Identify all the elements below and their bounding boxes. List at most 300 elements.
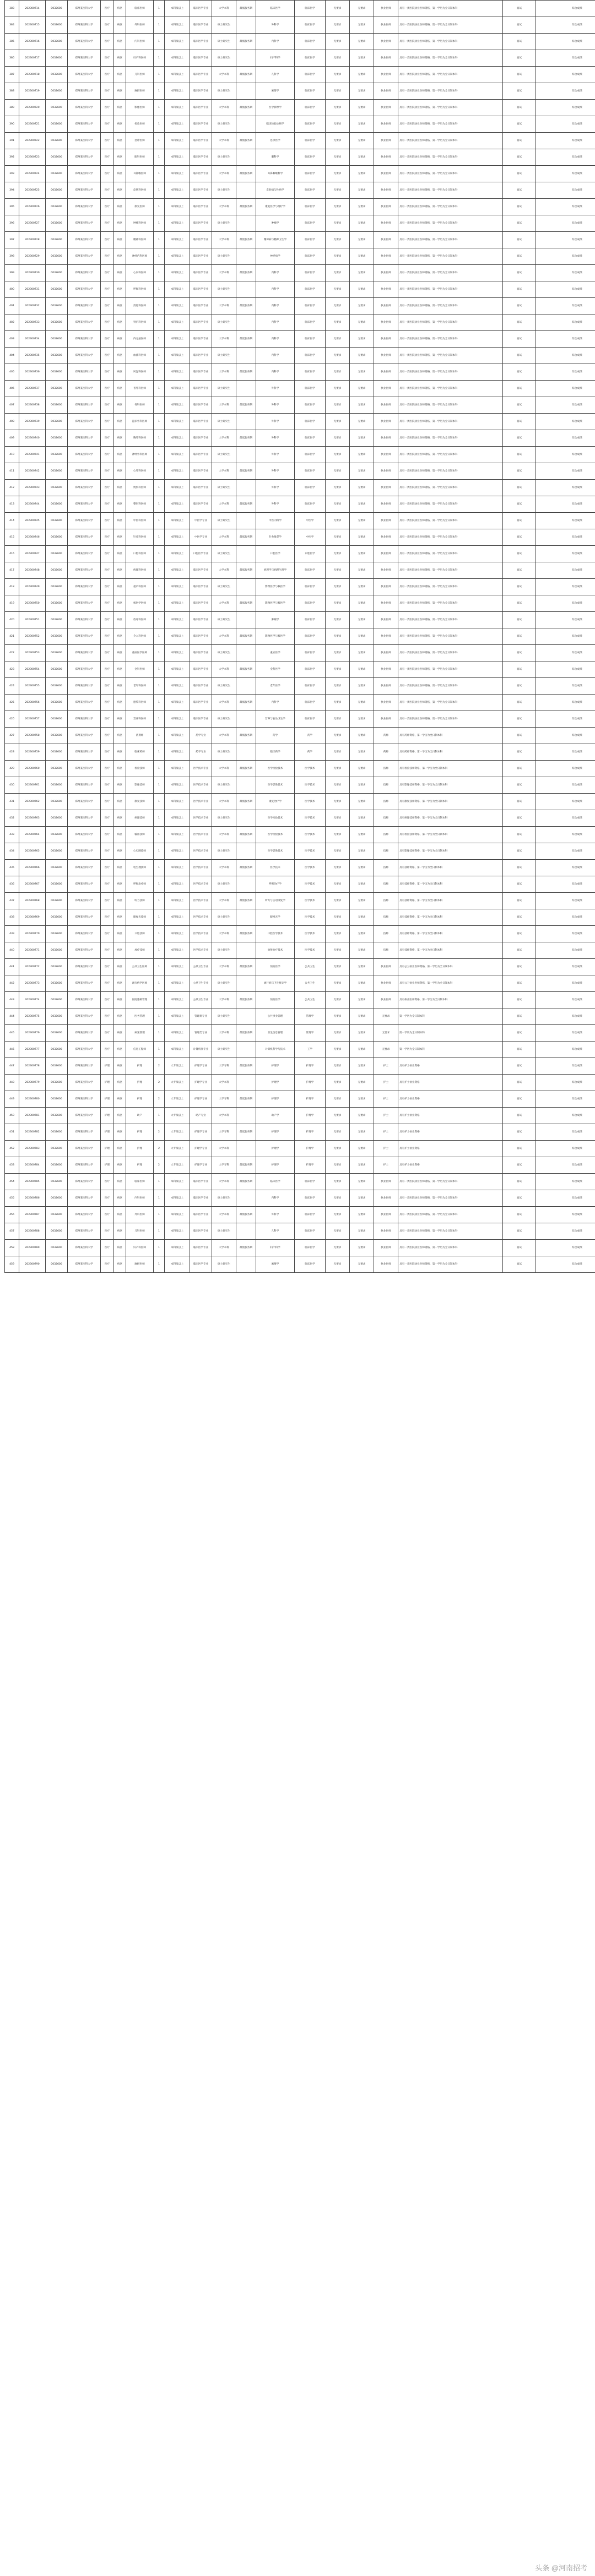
table-cell: 临床医学专业 (190, 678, 212, 695)
table-cell: 无要求 (326, 975, 350, 992)
table-cell: 医学技术专业 (190, 761, 212, 777)
table-cell: 病区 (114, 1025, 126, 1042)
table-cell: 最低服务期 (236, 628, 256, 645)
table-row (5, 1042, 595, 1058)
table-cell: 郑州某医科大学 (68, 777, 101, 794)
table-cell: 437 (5, 893, 19, 909)
table-cell: 本科及以上 (165, 281, 190, 298)
table-cell: 本科及以上 (165, 100, 190, 116)
table-cell: 病区 (114, 562, 126, 579)
table-cell: 硕士研究生 (212, 1223, 236, 1240)
table-cell: 本科及以上 (165, 777, 190, 794)
table-cell: 456 (5, 1207, 19, 1223)
table-cell (236, 83, 256, 100)
table-row (5, 1240, 595, 1256)
table-cell: 410 (5, 447, 19, 463)
table-cell: 421 (5, 628, 19, 645)
table-cell: 第一学历为全日制本科 (398, 1008, 503, 1025)
table-cell: 具有一类医院执业医师资格，第一学历为全日制本科 (398, 463, 503, 480)
table-cell: 病区 (114, 1091, 126, 1108)
table-cell: 综合成绩 (536, 695, 595, 711)
table-cell: 硕士研究生 (212, 116, 236, 133)
table-cell: 影像医学与核医学 (256, 595, 295, 612)
table-cell: 管理类专业 (190, 1008, 212, 1025)
table-cell: 病区 (114, 645, 126, 661)
table-cell: 郑州某医科大学 (68, 100, 101, 116)
table-cell: 郑州某医科大学 (68, 1141, 101, 1157)
table-cell: 郑州某医科大学 (68, 17, 101, 34)
table-cell: 综合成绩 (536, 728, 595, 744)
table-cell: 最低服务期 (236, 166, 256, 182)
table-cell: 综合成绩 (536, 1207, 595, 1223)
table-cell: 面试 (503, 926, 536, 942)
table-cell: 无要求 (350, 777, 374, 794)
table-cell: 技师 (374, 860, 398, 876)
table-cell: 综合成绩 (536, 1157, 595, 1174)
table-cell: 无要求 (326, 67, 350, 83)
table-cell: 郑州某医科大学 (68, 331, 101, 348)
table-cell: 临床医学专业 (190, 34, 212, 50)
table-cell: 430 (5, 777, 19, 794)
table-cell: 无要求 (350, 893, 374, 909)
table-cell: 具有公卫执业医师资格，第一学历为全日制本科 (398, 975, 503, 992)
table-row (5, 248, 595, 265)
table-cell: 执业医师 (374, 100, 398, 116)
table-cell: 0032600 (46, 975, 68, 992)
table-cell: 管理学 (295, 1008, 326, 1025)
table-cell: 无要求 (326, 1223, 350, 1240)
table-cell: 202300752 (19, 628, 46, 645)
table-cell: 0032600 (46, 761, 68, 777)
table-cell: 郑州某医科大学 (68, 992, 101, 1008)
table-cell: 最低服务期 (236, 529, 256, 546)
table-cell: 综合成绩 (536, 1223, 595, 1240)
table-cell: 护理学 (295, 1124, 326, 1141)
table-cell: 1 (154, 529, 165, 546)
table-cell (236, 612, 256, 628)
table-cell: 病区 (114, 975, 126, 992)
table-cell: 本科及以上 (165, 893, 190, 909)
table-cell: 本科及以上 (165, 215, 190, 232)
table-cell: 无要求 (350, 926, 374, 942)
table-cell: 临床医学 (295, 50, 326, 67)
table-cell: 医疗 (101, 331, 114, 348)
table-cell: 412 (5, 480, 19, 496)
table-cell: 护理 (101, 1108, 114, 1124)
table-cell: 2 (154, 1157, 165, 1174)
table-cell: 执业医师 (374, 678, 398, 695)
table-cell: 综合成绩 (536, 1091, 595, 1108)
table-row (5, 628, 595, 645)
table-cell: 郑州某医科大学 (68, 1207, 101, 1223)
table-cell: 435 (5, 860, 19, 876)
table-cell: 202300782 (19, 1124, 46, 1141)
table-cell: 391 (5, 133, 19, 149)
table-cell: 0032600 (46, 1008, 68, 1025)
table-cell: 0032600 (46, 1091, 68, 1108)
table-cell: 202300722 (19, 133, 46, 149)
table-cell: 护理学 (256, 1075, 295, 1091)
table-cell: 郑州某医科大学 (68, 711, 101, 728)
table-cell: 综合成绩 (536, 182, 595, 199)
table-cell: 儿科学 (256, 67, 295, 83)
table-cell: 本科及以上 (165, 612, 190, 628)
table-row (5, 926, 595, 942)
table-cell: 无要求 (350, 1091, 374, 1108)
table-cell: 面试 (503, 893, 536, 909)
table-cell: 医疗 (101, 794, 114, 810)
table-cell: 病区 (114, 942, 126, 959)
table-cell: 202300763 (19, 810, 46, 827)
table-cell: 无要求 (326, 1025, 350, 1042)
table-cell: 大学本科 (212, 1025, 236, 1042)
table-cell: 397 (5, 232, 19, 248)
table-cell: 医疗 (101, 909, 114, 926)
table-cell: 无要求 (326, 34, 350, 50)
table-row (5, 876, 595, 893)
table-cell: 技师 (374, 810, 398, 827)
table-cell: 执业医师 (374, 1174, 398, 1190)
table-row (5, 1223, 595, 1240)
table-cell: 临床医学专业 (190, 281, 212, 298)
table-cell: 内科学 (256, 265, 295, 281)
table-cell: 郑州某医科大学 (68, 1240, 101, 1256)
table-cell: 病区 (114, 794, 126, 810)
table-cell: 综合成绩 (536, 513, 595, 529)
table-cell: 最低服务期 (236, 397, 256, 414)
table-cell: 病区 (114, 909, 126, 926)
table-cell: 口腔医学 (295, 546, 326, 562)
table-cell: 无要求 (326, 562, 350, 579)
table-cell: 无要求 (350, 496, 374, 513)
table-cell: 面试 (503, 199, 536, 215)
table-row (5, 331, 595, 348)
table-cell: 郑州某医科大学 (68, 1174, 101, 1190)
table-cell: 临床医学专业 (190, 595, 212, 612)
table-cell: 444 (5, 1008, 19, 1025)
table-cell: 综合成绩 (536, 364, 595, 381)
table-cell: 郑州某医科大学 (68, 133, 101, 149)
table-cell: 护理 (126, 1058, 154, 1075)
table-cell: 面试 (503, 133, 536, 149)
table-cell: 面试 (503, 496, 536, 513)
table-cell: 护理 (101, 1091, 114, 1108)
table-row (5, 777, 595, 794)
table-cell: 本科及以上 (165, 1240, 190, 1256)
table-cell: 0032600 (46, 1, 68, 17)
table-cell: 病区 (114, 827, 126, 843)
table-cell: 综合成绩 (536, 546, 595, 562)
table-cell: 郑州某医科大学 (68, 959, 101, 975)
table-cell: 妇产科学 (256, 1240, 295, 1256)
table-cell: 大学本科 (212, 430, 236, 447)
table-cell: 无要求 (350, 182, 374, 199)
table-cell: 病区 (114, 761, 126, 777)
table-cell: 郑州某医科大学 (68, 513, 101, 529)
table-cell: 临床医学 (295, 298, 326, 314)
table-cell: 综合成绩 (536, 248, 595, 265)
table-cell: 具有执业医师资格，第一学历为全日制本科 (398, 992, 503, 1008)
table-cell: 病区 (114, 529, 126, 546)
table-cell: 0032600 (46, 397, 68, 414)
table-cell: 本科及以上 (165, 546, 190, 562)
table-cell: 无要求 (350, 744, 374, 761)
table-cell: 最低服务期 (236, 463, 256, 480)
table-cell: 具有技师资格，第一学历为全日制本科 (398, 860, 503, 876)
table-cell: 最低服务期 (236, 761, 256, 777)
table-cell: 执业医师 (374, 166, 398, 182)
table-cell: 无要求 (326, 744, 350, 761)
table-cell: 硕士研究生 (212, 1042, 236, 1058)
table-cell: 医学技术 (295, 761, 326, 777)
table-cell: 护理 (126, 1124, 154, 1141)
table-cell: 硕士研究生 (212, 447, 236, 463)
table-cell: 内科学 (256, 281, 295, 298)
table-cell: 面试 (503, 314, 536, 331)
table-cell: 医学技术专业 (190, 810, 212, 827)
table-cell: 无要求 (326, 397, 350, 414)
table-cell: 麻醉学 (256, 1256, 295, 1273)
table-cell: 第一学历为全日制本科 (398, 1025, 503, 1042)
table-cell: 预防医学 (256, 959, 295, 975)
table-cell: 具有一类医院执业医师资格，第一学历为全日制本科 (398, 265, 503, 281)
table-cell: 老年医学 (256, 678, 295, 695)
table-cell: 0032600 (46, 314, 68, 331)
table-cell: 面试 (503, 579, 536, 595)
table-cell: 病区 (114, 381, 126, 397)
table-cell: 综合成绩 (536, 133, 595, 149)
table-cell: 营养科医师 (126, 711, 154, 728)
table-row (5, 348, 595, 364)
table-cell: 临床医学专业 (190, 364, 212, 381)
table-cell: 病区 (114, 1, 126, 17)
table-cell: 最低服务期 (236, 1, 256, 17)
table-cell: 具有技师资格，第一学历为全日制本科 (398, 942, 503, 959)
table-cell: 病区 (114, 496, 126, 513)
table-cell: 执业医师 (374, 298, 398, 314)
table-row (5, 199, 595, 215)
table-cell: 医疗 (101, 149, 114, 166)
table-cell: 硕士研究生 (212, 381, 236, 397)
table-cell: 护理 (126, 1075, 154, 1091)
table-cell: 202300762 (19, 794, 46, 810)
table-cell: 1 (154, 1223, 165, 1240)
table-row (5, 959, 595, 975)
table-cell: 面试 (503, 529, 536, 546)
table-cell: 综合成绩 (536, 1075, 595, 1091)
table-cell: 具有护士执业资格 (398, 1091, 503, 1108)
table-cell: 医疗 (101, 182, 114, 199)
table-cell (236, 314, 256, 331)
table-cell: 无要求 (350, 348, 374, 364)
table-cell: 本科及以上 (165, 17, 190, 34)
table-cell: 执业医师 (374, 397, 398, 414)
table-cell: 助产学 (256, 1108, 295, 1124)
table-cell: 检验技师 (126, 761, 154, 777)
table-cell: 医疗 (101, 50, 114, 67)
table-cell: 临床医学专业 (190, 215, 212, 232)
table-cell: 执业医师 (374, 414, 398, 430)
table-cell: 大专及以上 (165, 1157, 190, 1174)
table-cell: 1 (154, 612, 165, 628)
table-cell: 医疗 (101, 612, 114, 628)
table-cell: 大学本科 (212, 298, 236, 314)
table-cell: 202300755 (19, 678, 46, 695)
table-cell: 413 (5, 496, 19, 513)
table-cell: 综合成绩 (536, 711, 595, 728)
table-cell: 383 (5, 1, 19, 17)
table-cell: 综合成绩 (536, 744, 595, 761)
table-cell: 本科及以上 (165, 430, 190, 447)
table-row (5, 562, 595, 579)
table-cell: 446 (5, 1042, 19, 1058)
table-cell: 麻醉医师 (126, 83, 154, 100)
table-cell: 无要求 (350, 579, 374, 595)
table-cell: 病案管理 (126, 1025, 154, 1042)
table-cell: 无要求 (350, 133, 374, 149)
table-cell: 388 (5, 83, 19, 100)
table-cell: 医疗 (101, 562, 114, 579)
table-cell: 核医学医师 (126, 595, 154, 612)
table-cell: 本科及以上 (165, 942, 190, 959)
table-cell: 最低服务期 (236, 1240, 256, 1256)
table-cell: 医疗 (101, 876, 114, 893)
table-cell: 最低服务期 (236, 1124, 256, 1141)
table-cell: 麻醉学 (256, 83, 295, 100)
table-cell: 医疗 (101, 17, 114, 34)
table-cell: 大学本科 (212, 232, 236, 248)
table-cell: 医疗 (101, 133, 114, 149)
table-cell: 1 (154, 215, 165, 232)
table-cell: 无要求 (350, 529, 374, 546)
table-cell: 护理学专业 (190, 1075, 212, 1091)
table-cell: 面试 (503, 810, 536, 827)
table-cell: 具有药师资格，第一学历为全日制本科 (398, 728, 503, 744)
table-cell: 面试 (503, 1141, 536, 1157)
table-cell: 病区 (114, 1075, 126, 1091)
table-cell: 外科学 (256, 397, 295, 414)
table-cell: 202300736 (19, 364, 46, 381)
table-cell: 无要求 (326, 1075, 350, 1091)
table-cell: 本科及以上 (165, 265, 190, 281)
table-cell: 医疗 (101, 628, 114, 645)
table-cell: 434 (5, 843, 19, 860)
table-cell: 无要求 (326, 1108, 350, 1124)
table-cell: 无要求 (350, 1075, 374, 1091)
table-cell: 无要求 (350, 942, 374, 959)
table-cell: 无要求 (350, 199, 374, 215)
table-cell: 医学技术 (295, 827, 326, 843)
table-cell: 1 (154, 298, 165, 314)
table-cell: 0032600 (46, 1141, 68, 1157)
table-cell: 郑州某医科大学 (68, 199, 101, 215)
table-cell: 0032600 (46, 1108, 68, 1124)
table-cell: 临床医师 (126, 1174, 154, 1190)
table-cell: 无要求 (350, 1157, 374, 1174)
table-cell: 202300756 (19, 695, 46, 711)
table-cell: 临床医学 (295, 496, 326, 513)
table-row (5, 34, 595, 50)
table-cell: 大学本科 (212, 1108, 236, 1124)
table-cell (236, 1190, 256, 1207)
table-cell: 396 (5, 215, 19, 232)
table-cell: 医疗 (101, 761, 114, 777)
table-cell: 390 (5, 116, 19, 133)
table-cell: 本科及以上 (165, 728, 190, 744)
table-cell: 执业医师 (374, 364, 398, 381)
table-cell: 执业医师 (374, 612, 398, 628)
table-cell: 202300715 (19, 17, 46, 34)
table-cell: 硕士研究生 (212, 34, 236, 50)
table-cell: 393 (5, 166, 19, 182)
table-cell: 本科及以上 (165, 761, 190, 777)
table-cell: 执业医师 (374, 579, 398, 595)
table-cell: 硕士研究生 (212, 876, 236, 893)
table-cell: 外科学 (256, 381, 295, 397)
table-cell: 口腔科医师 (126, 546, 154, 562)
table-cell: 202300788 (19, 1223, 46, 1240)
table-cell: 内分泌医师 (126, 331, 154, 348)
table-cell: 具有一类医院执业医师资格，第一学历为全日制本科 (398, 678, 503, 695)
table-cell: 具有一类医院执业医师资格，第一学历为全日制本科 (398, 579, 503, 595)
table-cell: 本科及以上 (165, 975, 190, 992)
table-cell: 453 (5, 1157, 19, 1174)
table-cell: 病区 (114, 1190, 126, 1207)
table-cell: 临床医学专业 (190, 149, 212, 166)
table-cell: 0032600 (46, 645, 68, 661)
table-cell: 执业医师 (374, 133, 398, 149)
table-cell: 411 (5, 463, 19, 480)
table-cell: 1 (154, 1174, 165, 1190)
table-cell: 临床医学专业 (190, 166, 212, 182)
table-cell: 执业医师 (374, 480, 398, 496)
table-cell: 本科及以上 (165, 595, 190, 612)
table-cell: 面试 (503, 414, 536, 430)
table-cell: 无要求 (326, 513, 350, 529)
table-cell: 郑州某医科大学 (68, 1108, 101, 1124)
table-cell: 具有一类医院执业医师资格，第一学历为全日制本科 (398, 661, 503, 678)
table-cell: 综合成绩 (536, 959, 595, 975)
table-row (5, 744, 595, 761)
table-cell: 药学 (295, 744, 326, 761)
table-cell: 1 (154, 265, 165, 281)
table-cell: 1 (154, 827, 165, 843)
table-cell: 医疗 (101, 992, 114, 1008)
table-cell: 电生理技师 (126, 860, 154, 876)
table-cell: 1 (154, 199, 165, 215)
table-cell: 执业医师 (374, 50, 398, 67)
table-cell: 医疗 (101, 579, 114, 595)
table-cell: 郑州某医科大学 (68, 116, 101, 133)
table-cell: 医学影像技术 (256, 843, 295, 860)
table-cell: 病区 (114, 1256, 126, 1273)
table-cell: 临床医学专业 (190, 182, 212, 199)
table-cell: 医疗 (101, 480, 114, 496)
table-cell: 执业医师 (374, 695, 398, 711)
table-cell: 郑州某医科大学 (68, 810, 101, 827)
table-cell: 具有一类医院执业医师资格，第一学历为全日制本科 (398, 447, 503, 463)
table-cell: 硕士研究生 (212, 480, 236, 496)
table-cell: 面试 (503, 992, 536, 1008)
table-cell: 1 (154, 744, 165, 761)
table-cell: 医疗 (101, 1207, 114, 1223)
table-cell: 护理学 (295, 1091, 326, 1108)
table-cell: 面试 (503, 1223, 536, 1240)
table-row (5, 1025, 595, 1042)
table-cell: 护理学 (295, 1157, 326, 1174)
table-cell: 临床医学专业 (190, 711, 212, 728)
table-cell: 面试 (503, 1058, 536, 1075)
